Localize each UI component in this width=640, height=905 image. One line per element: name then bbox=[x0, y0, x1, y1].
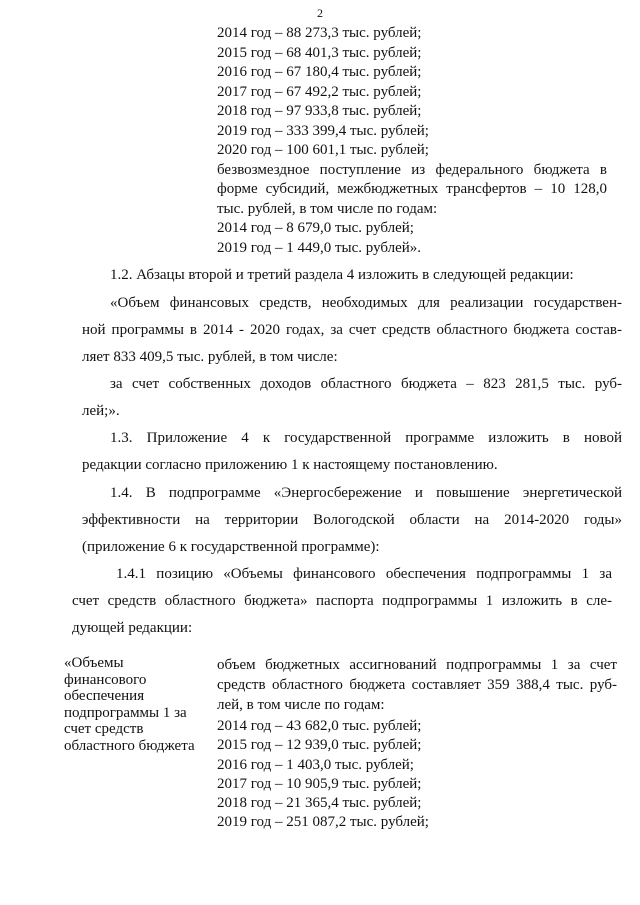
paragraph-line: лей;». bbox=[82, 403, 120, 419]
table-year-line: 2019 год – 251 087,2 тыс. рублей; bbox=[217, 814, 429, 831]
paragraph-line: 1.4. В подпрограмме «Энергосбережение и повышение энергетической bbox=[110, 485, 622, 501]
year-line: 2016 год – 67 180,4 тыс. рублей; bbox=[217, 64, 422, 80]
paragraph-line: ляет 833 409,5 тыс. рублей, в том числе: bbox=[82, 349, 338, 365]
paragraph-quote bbox=[82, 290, 622, 371]
table-right-line: объем бюджетных ассигнований подпрограммы 1 за счет bbox=[217, 657, 617, 673]
year-line: 2015 год – 68 401,3 тыс. рублей; bbox=[217, 44, 422, 61]
table-right-line: лей, в том числе по годам: bbox=[217, 697, 385, 713]
page-number: 2 bbox=[317, 6, 323, 20]
paragraph-line: за счет собственных доходов областного бюджета – 823 281,5 тыс. руб- bbox=[110, 376, 622, 392]
year-line: 2014 год – 88 273,3 тыс. рублей; bbox=[217, 25, 422, 41]
paragraph-line: 1.4.1 позицию «Объемы финансового обеспечения подпрограммы 1 за bbox=[116, 566, 612, 582]
year-line: 2018 год – 97 933,8 тыс. рублей; bbox=[217, 103, 422, 119]
table-year-line: 2017 год – 10 905,9 тыс. рублей; bbox=[217, 775, 422, 792]
paragraph-line: «Объем финансовых средств, необходимых для реализации государствен- bbox=[110, 295, 622, 311]
table-year-line: 2015 год – 12 939,0 тыс. рублей; bbox=[217, 737, 422, 754]
funding-years-list bbox=[217, 24, 607, 258]
paragraph-own-funds bbox=[82, 371, 622, 425]
paragraph-line: редакции согласно приложению 1 к настоящему постановлению. bbox=[82, 457, 498, 473]
table-year-line: 2016 год – 1 403,0 тыс. рублей; bbox=[217, 756, 414, 773]
paragraph-line: 1.2. Абзацы второй и третий раздела 4 изложить в следующей редакции: bbox=[110, 267, 574, 283]
table-year-line: 2018 год – 21 365,4 тыс. рублей; bbox=[217, 795, 422, 812]
federal-text-line: форме субсидий, межбюджетных трансфертов – 10 128,0 bbox=[217, 181, 607, 197]
federal-text-line: тыс. рублей, в том числе по годам: bbox=[217, 200, 438, 217]
year-line: 2020 год – 100 601,1 тыс. рублей; bbox=[217, 142, 429, 158]
table-year-line: 2014 год – 43 682,0 тыс. рублей; bbox=[217, 718, 422, 734]
table-left-line: финансового bbox=[64, 671, 147, 688]
table-left-cell bbox=[64, 655, 212, 754]
paragraph-1-2 bbox=[82, 262, 622, 289]
table-left-line: подпрограммы 1 за bbox=[64, 704, 187, 721]
paragraph-line: эффективности на территории Вологодской области на 2014-2020 годы» bbox=[82, 512, 622, 528]
paragraph-1-4-1 bbox=[72, 561, 612, 642]
paragraph-line: дующей редакции: bbox=[72, 620, 193, 636]
paragraph-line: ной программы в 2014 - 2020 годах, за счет средств областного бюджета состав- bbox=[82, 322, 622, 338]
paragraph-line: счет средств областного бюджета» паспорта подпрограммы 1 изложить в сле- bbox=[72, 593, 612, 609]
table-right-line: средств областного бюджета составляет 359 388,4 тыс. руб- bbox=[217, 677, 617, 693]
table-right-intro bbox=[217, 655, 617, 715]
table-left-line: счет средств bbox=[64, 721, 144, 737]
table-right-cell bbox=[217, 655, 617, 833]
table-left-line: обеспечения bbox=[64, 688, 145, 704]
federal-text-line: безвозмездное поступление из федерального бюджета в bbox=[217, 161, 607, 178]
year-line: 2017 год – 67 492,2 тыс. рублей; bbox=[217, 83, 422, 100]
table-right-years bbox=[217, 717, 617, 833]
paragraph-line: 1.3. Приложение 4 к государственной программе изложить в новой bbox=[110, 430, 622, 446]
federal-year-line: 2014 год – 8 679,0 тыс. рублей; bbox=[217, 220, 414, 236]
table-left-line: «Объемы bbox=[64, 655, 124, 671]
paragraph-1-4 bbox=[82, 480, 622, 561]
table-left-line: областного бюджета bbox=[64, 737, 195, 754]
federal-year-line: 2019 год – 1 449,0 тыс. рублей». bbox=[217, 239, 422, 256]
year-line: 2019 год – 333 399,4 тыс. рублей; bbox=[217, 122, 429, 139]
paragraph-1-3 bbox=[82, 425, 622, 479]
paragraph-line: (приложение 6 к государственной программе): bbox=[82, 539, 380, 555]
